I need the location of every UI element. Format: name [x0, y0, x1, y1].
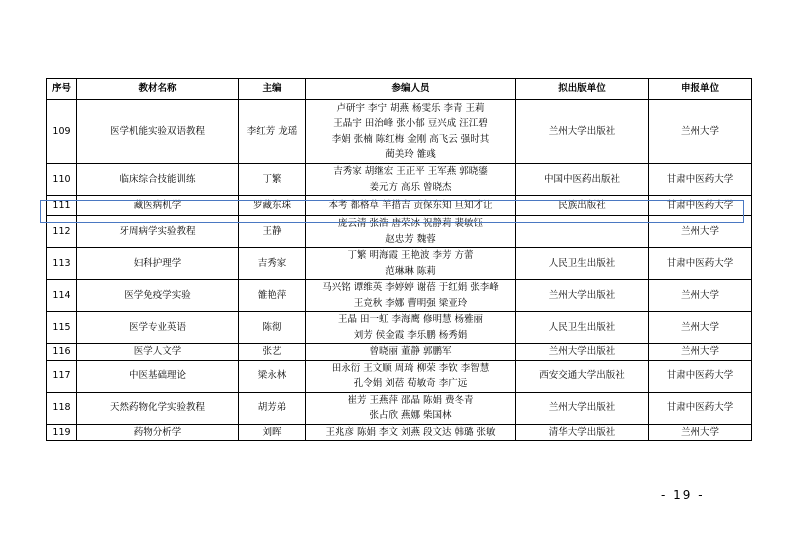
- cell-no: 112: [47, 216, 77, 248]
- cell-publisher: 民族出版社: [516, 196, 649, 216]
- cell-unit: 甘肃中医药大学: [649, 196, 752, 216]
- cell-unit: 兰州大学: [649, 100, 752, 164]
- member-line: 崔芳 王燕萍 邵晶 陈娟 费冬青: [347, 394, 474, 406]
- member-line: 王竞秋 李娜 曹明强 梁亚玲: [353, 297, 468, 309]
- header-members: 参编人员: [306, 79, 516, 100]
- cell-unit: 兰州大学: [649, 312, 752, 344]
- cell-no: 113: [47, 248, 77, 280]
- table-row: [47, 216, 752, 248]
- header-editor: 主编: [239, 79, 306, 100]
- cell-unit: 兰州大学: [649, 424, 752, 441]
- table-row: [47, 100, 752, 164]
- table-row: [47, 196, 752, 216]
- member-line: 蔺美玲 雒彧: [385, 149, 436, 160]
- member-line: 姜元方 高乐 曾晓杰: [369, 181, 452, 193]
- header-name: 教材名称: [77, 79, 239, 100]
- header-unit: 申报单位: [649, 79, 752, 100]
- cell-no: 116: [47, 344, 77, 361]
- member-line: 张占欣 燕娜 柴国林: [369, 410, 452, 421]
- table-header-row: [47, 79, 752, 100]
- cell-members: [306, 248, 516, 280]
- cell-editor: 罗藏东珠: [239, 196, 306, 216]
- table-row: [47, 360, 752, 392]
- cell-name: 藏医病机学: [77, 196, 239, 216]
- cell-publisher: 兰州大学出版社: [516, 392, 649, 424]
- cell-no: 114: [47, 280, 77, 312]
- table-row: [47, 392, 752, 424]
- header-no: 序号: [47, 79, 77, 100]
- cell-editor: 丁繁: [239, 164, 306, 196]
- cell-name: 医学机能实验双语教程: [77, 100, 239, 164]
- cell-editor: 刘晖: [239, 424, 306, 441]
- cell-unit: 甘肃中医药大学: [649, 360, 752, 392]
- cell-publisher: 人民卫生出版社: [516, 312, 649, 344]
- cell-members: [306, 164, 516, 196]
- cell-editor: 李红芳 龙瑶: [239, 100, 306, 164]
- table-row: [47, 280, 752, 312]
- member-line: 刘芳 侯金霞 李乐鹏 杨秀娟: [353, 329, 468, 341]
- cell-editor: 雒艳萍: [239, 280, 306, 312]
- cell-unit: 兰州大学: [649, 216, 752, 248]
- member-line: 本考 都格草 羊措吉 贡保东知 旦知才让: [328, 199, 493, 211]
- member-line: 赵忠芳 魏蓉: [385, 233, 436, 245]
- cell-publisher: 兰州大学出版社: [516, 280, 649, 312]
- cell-publisher: 中国中医药出版社: [516, 164, 649, 196]
- cell-unit: 兰州大学: [649, 344, 752, 361]
- cell-unit: 甘肃中医药大学: [649, 392, 752, 424]
- cell-editor: 梁永林: [239, 360, 306, 392]
- cell-editor: 陈彻: [239, 312, 306, 344]
- cell-name: 临床综合技能训练: [77, 164, 239, 196]
- table-row: [47, 424, 752, 441]
- cell-members: [306, 312, 516, 344]
- cell-editor: 胡芳弟: [239, 392, 306, 424]
- cell-publisher: [516, 216, 649, 248]
- cell-name: 中医基础理论: [77, 360, 239, 392]
- member-line: 马兴铭 谭维英 李婷婷 谢蓓 于红娟 张李峰: [322, 282, 499, 293]
- cell-members: [306, 280, 516, 312]
- cell-editor: 张艺: [239, 344, 306, 361]
- cell-name: 妇科护理学: [77, 248, 239, 280]
- cell-name: 医学免疫学实验: [77, 280, 239, 312]
- member-line: 王兆彦 陈娟 李文 刘燕 段文达 韩璐 张敏: [325, 426, 496, 438]
- cell-name: 医学专业英语: [77, 312, 239, 344]
- header-publisher: 拟出版单位: [516, 79, 649, 100]
- cell-name: 牙周病学实验教程: [77, 216, 239, 248]
- table-row: [47, 344, 752, 361]
- member-line: 王晶宇 田治峰 张小郁 豆兴成 汪江碧: [333, 118, 488, 129]
- cell-publisher: 人民卫生出版社: [516, 248, 649, 280]
- cell-members: [306, 424, 516, 441]
- cell-members: [306, 100, 516, 164]
- cell-unit: 甘肃中医药大学: [649, 164, 752, 196]
- cell-no: 109: [47, 100, 77, 164]
- cell-publisher: 清华大学出版社: [516, 424, 649, 441]
- cell-no: 117: [47, 360, 77, 392]
- member-line: 卢研宇 李宁 胡燕 杨雯乐 李青 王莉: [336, 102, 485, 114]
- cell-members: [306, 196, 516, 216]
- cell-members: [306, 216, 516, 248]
- cell-unit: 兰州大学: [649, 280, 752, 312]
- member-line: 吉秀家 胡继宏 王正平 王军燕 郭晓鎏: [333, 166, 488, 177]
- member-line: 王晶 田一虹 李海鹰 修明慧 杨雅丽: [337, 314, 484, 325]
- cell-members: [306, 344, 516, 361]
- cell-unit: 甘肃中医药大学: [649, 248, 752, 280]
- cell-editor: 王静: [239, 216, 306, 248]
- member-line: 范琳琳 陈莉: [385, 265, 436, 277]
- cell-publisher: 兰州大学出版社: [516, 344, 649, 361]
- table-row: [47, 248, 752, 280]
- cell-editor: 吉秀家: [239, 248, 306, 280]
- page-number: - 19 -: [661, 488, 705, 502]
- table-row: [47, 312, 752, 344]
- table-row: [47, 164, 752, 196]
- textbook-table: [46, 78, 752, 441]
- cell-no: 119: [47, 424, 77, 441]
- cell-no: 115: [47, 312, 77, 344]
- cell-no: 111: [47, 196, 77, 216]
- cell-no: 118: [47, 392, 77, 424]
- member-line: 丁繁 明海霞 王艳波 李芳 方蕾: [347, 250, 474, 261]
- cell-members: [306, 392, 516, 424]
- member-line: 田永衍 王文顺 周琦 柳荣 李钦 李智慧: [331, 362, 490, 374]
- cell-members: [306, 360, 516, 392]
- cell-no: 110: [47, 164, 77, 196]
- member-line: 庞云清 张浩 唐荣冰 祝静莉 裴敏钰: [337, 218, 484, 229]
- cell-name: 药物分析学: [77, 424, 239, 441]
- cell-publisher: 西安交通大学出版社: [516, 360, 649, 392]
- member-line: 曾晓丽 董静 郭鹏军: [369, 346, 452, 357]
- cell-publisher: 兰州大学出版社: [516, 100, 649, 164]
- cell-name: 天然药物化学实验教程: [77, 392, 239, 424]
- member-line: 孔令娟 刘蓓 荀敏奇 李广远: [353, 378, 468, 389]
- cell-name: 医学人文学: [77, 344, 239, 361]
- member-line: 李娟 张楠 陈红梅 金刚 高飞云 强时其: [331, 133, 490, 145]
